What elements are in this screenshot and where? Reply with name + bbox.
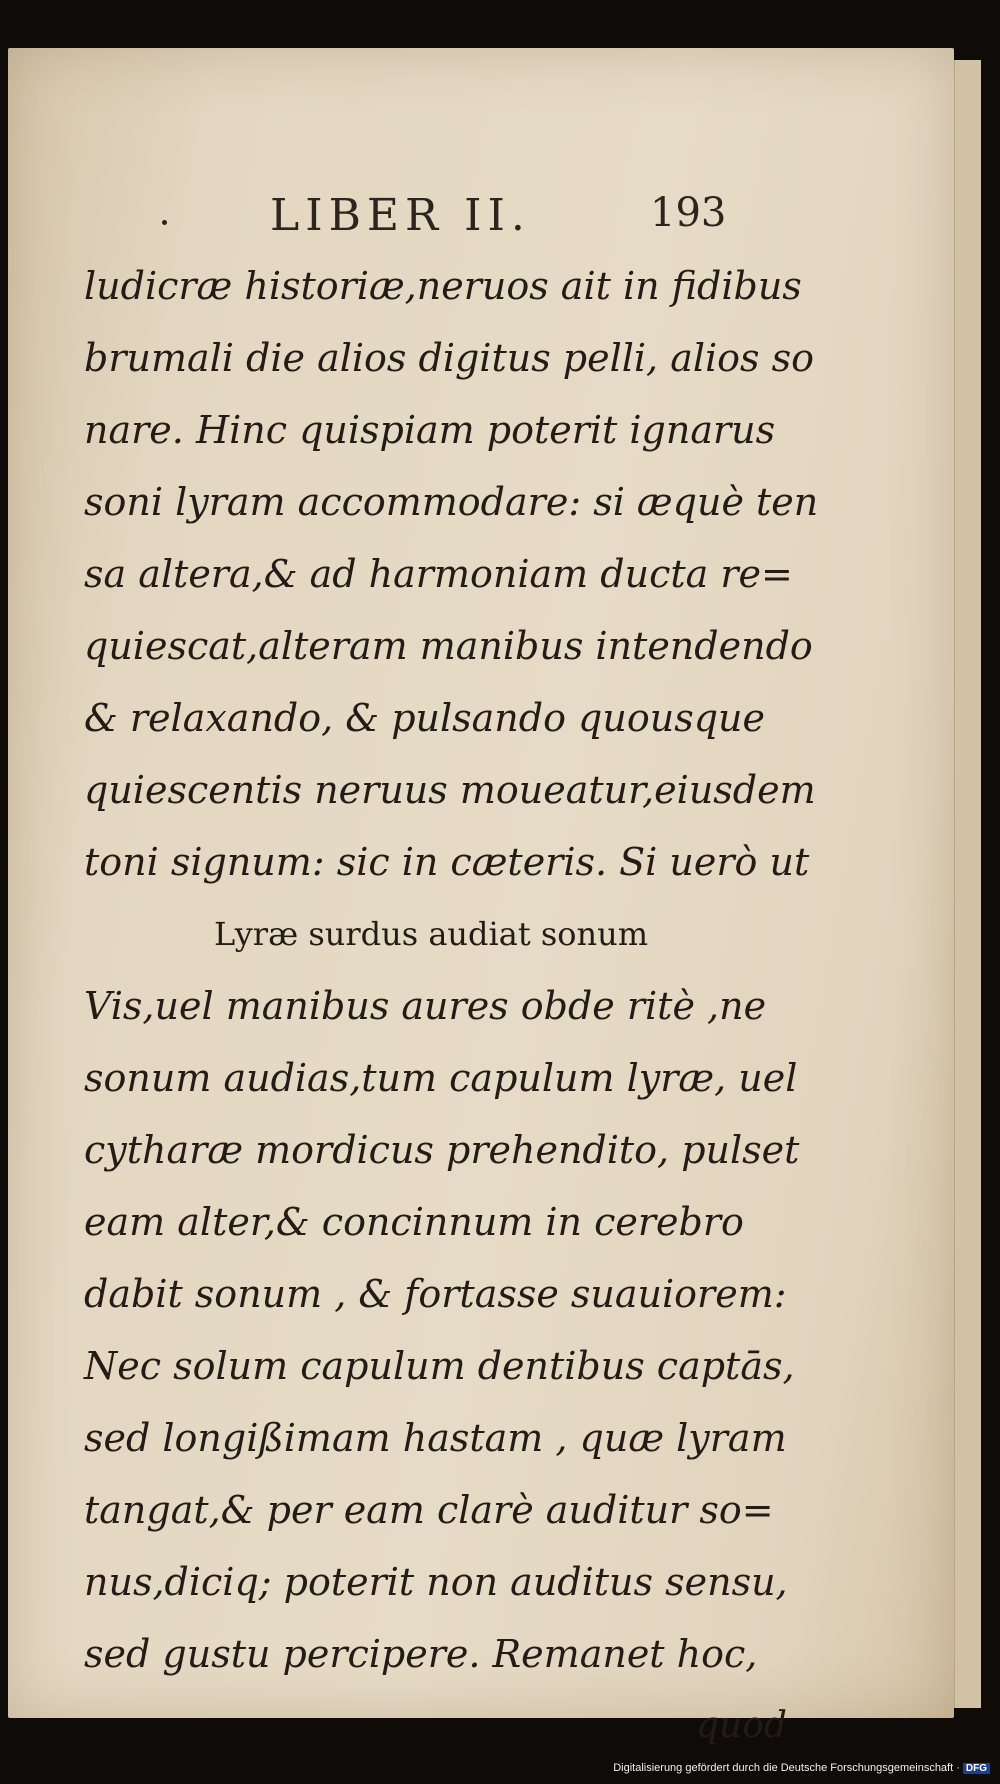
text-line: brumali die alios digitus pelli, alios so	[84, 336, 815, 380]
running-head: LIBER II.	[270, 190, 531, 241]
text-line: quiescentis neruus moueatur,eiusdem	[84, 768, 816, 812]
text-line: quiescat,alteram manibus intendendo	[84, 624, 813, 668]
text-line: sa altera,& ad harmoniam ducta re=	[84, 552, 793, 596]
text-line: cytharæ mordicus prehendito, pulset	[84, 1128, 800, 1172]
text-line: tangat,& per eam clarè auditur so=	[84, 1488, 774, 1532]
header-dot	[162, 220, 167, 225]
text-line: Vis,uel manibus aures obde ritè ,ne	[84, 984, 767, 1028]
text-line: sed gustu percipere. Remanet hoc,	[84, 1632, 758, 1676]
text-line: dabit sonum , & fortasse suauiorem:	[84, 1272, 787, 1316]
text-line: ludicræ historiæ,neruos ait in fidibus	[84, 264, 802, 308]
catchword: quod	[696, 1705, 787, 1746]
text-line: sonum audias,tum capulum lyræ, uel	[84, 1056, 798, 1100]
main-text	[84, 250, 819, 1762]
text-line: sed longißimam hastam , quæ lyram	[84, 1416, 787, 1460]
text-line: & relaxando, & pulsando quousque	[84, 696, 765, 740]
text-line: nare. Hinc quispiam poterit ignarus	[84, 408, 776, 452]
page-number: 193	[650, 190, 727, 236]
text-line: eam alter,& concinnum in cerebro	[84, 1200, 744, 1244]
text-line: Nec solum capulum dentibus captās,	[84, 1344, 795, 1388]
section-heading: Lyræ surdus audiat sonum	[214, 915, 649, 953]
credit-text: Digitalisierung gefördert durch die Deutsche Forschungsgemeinschaft ·	[613, 1762, 960, 1774]
page-header	[160, 190, 740, 250]
dfg-logo: DFG	[963, 1763, 990, 1774]
page-edge	[954, 60, 981, 1708]
text-line: soni lyram accommodare: si æquè ten	[84, 480, 819, 524]
digitization-credit	[613, 1762, 990, 1774]
text-line: nus,diciq; poterit non auditus sensu,	[84, 1560, 788, 1604]
text-line: toni signum: sic in cæteris. Si uerò ut	[84, 840, 810, 884]
